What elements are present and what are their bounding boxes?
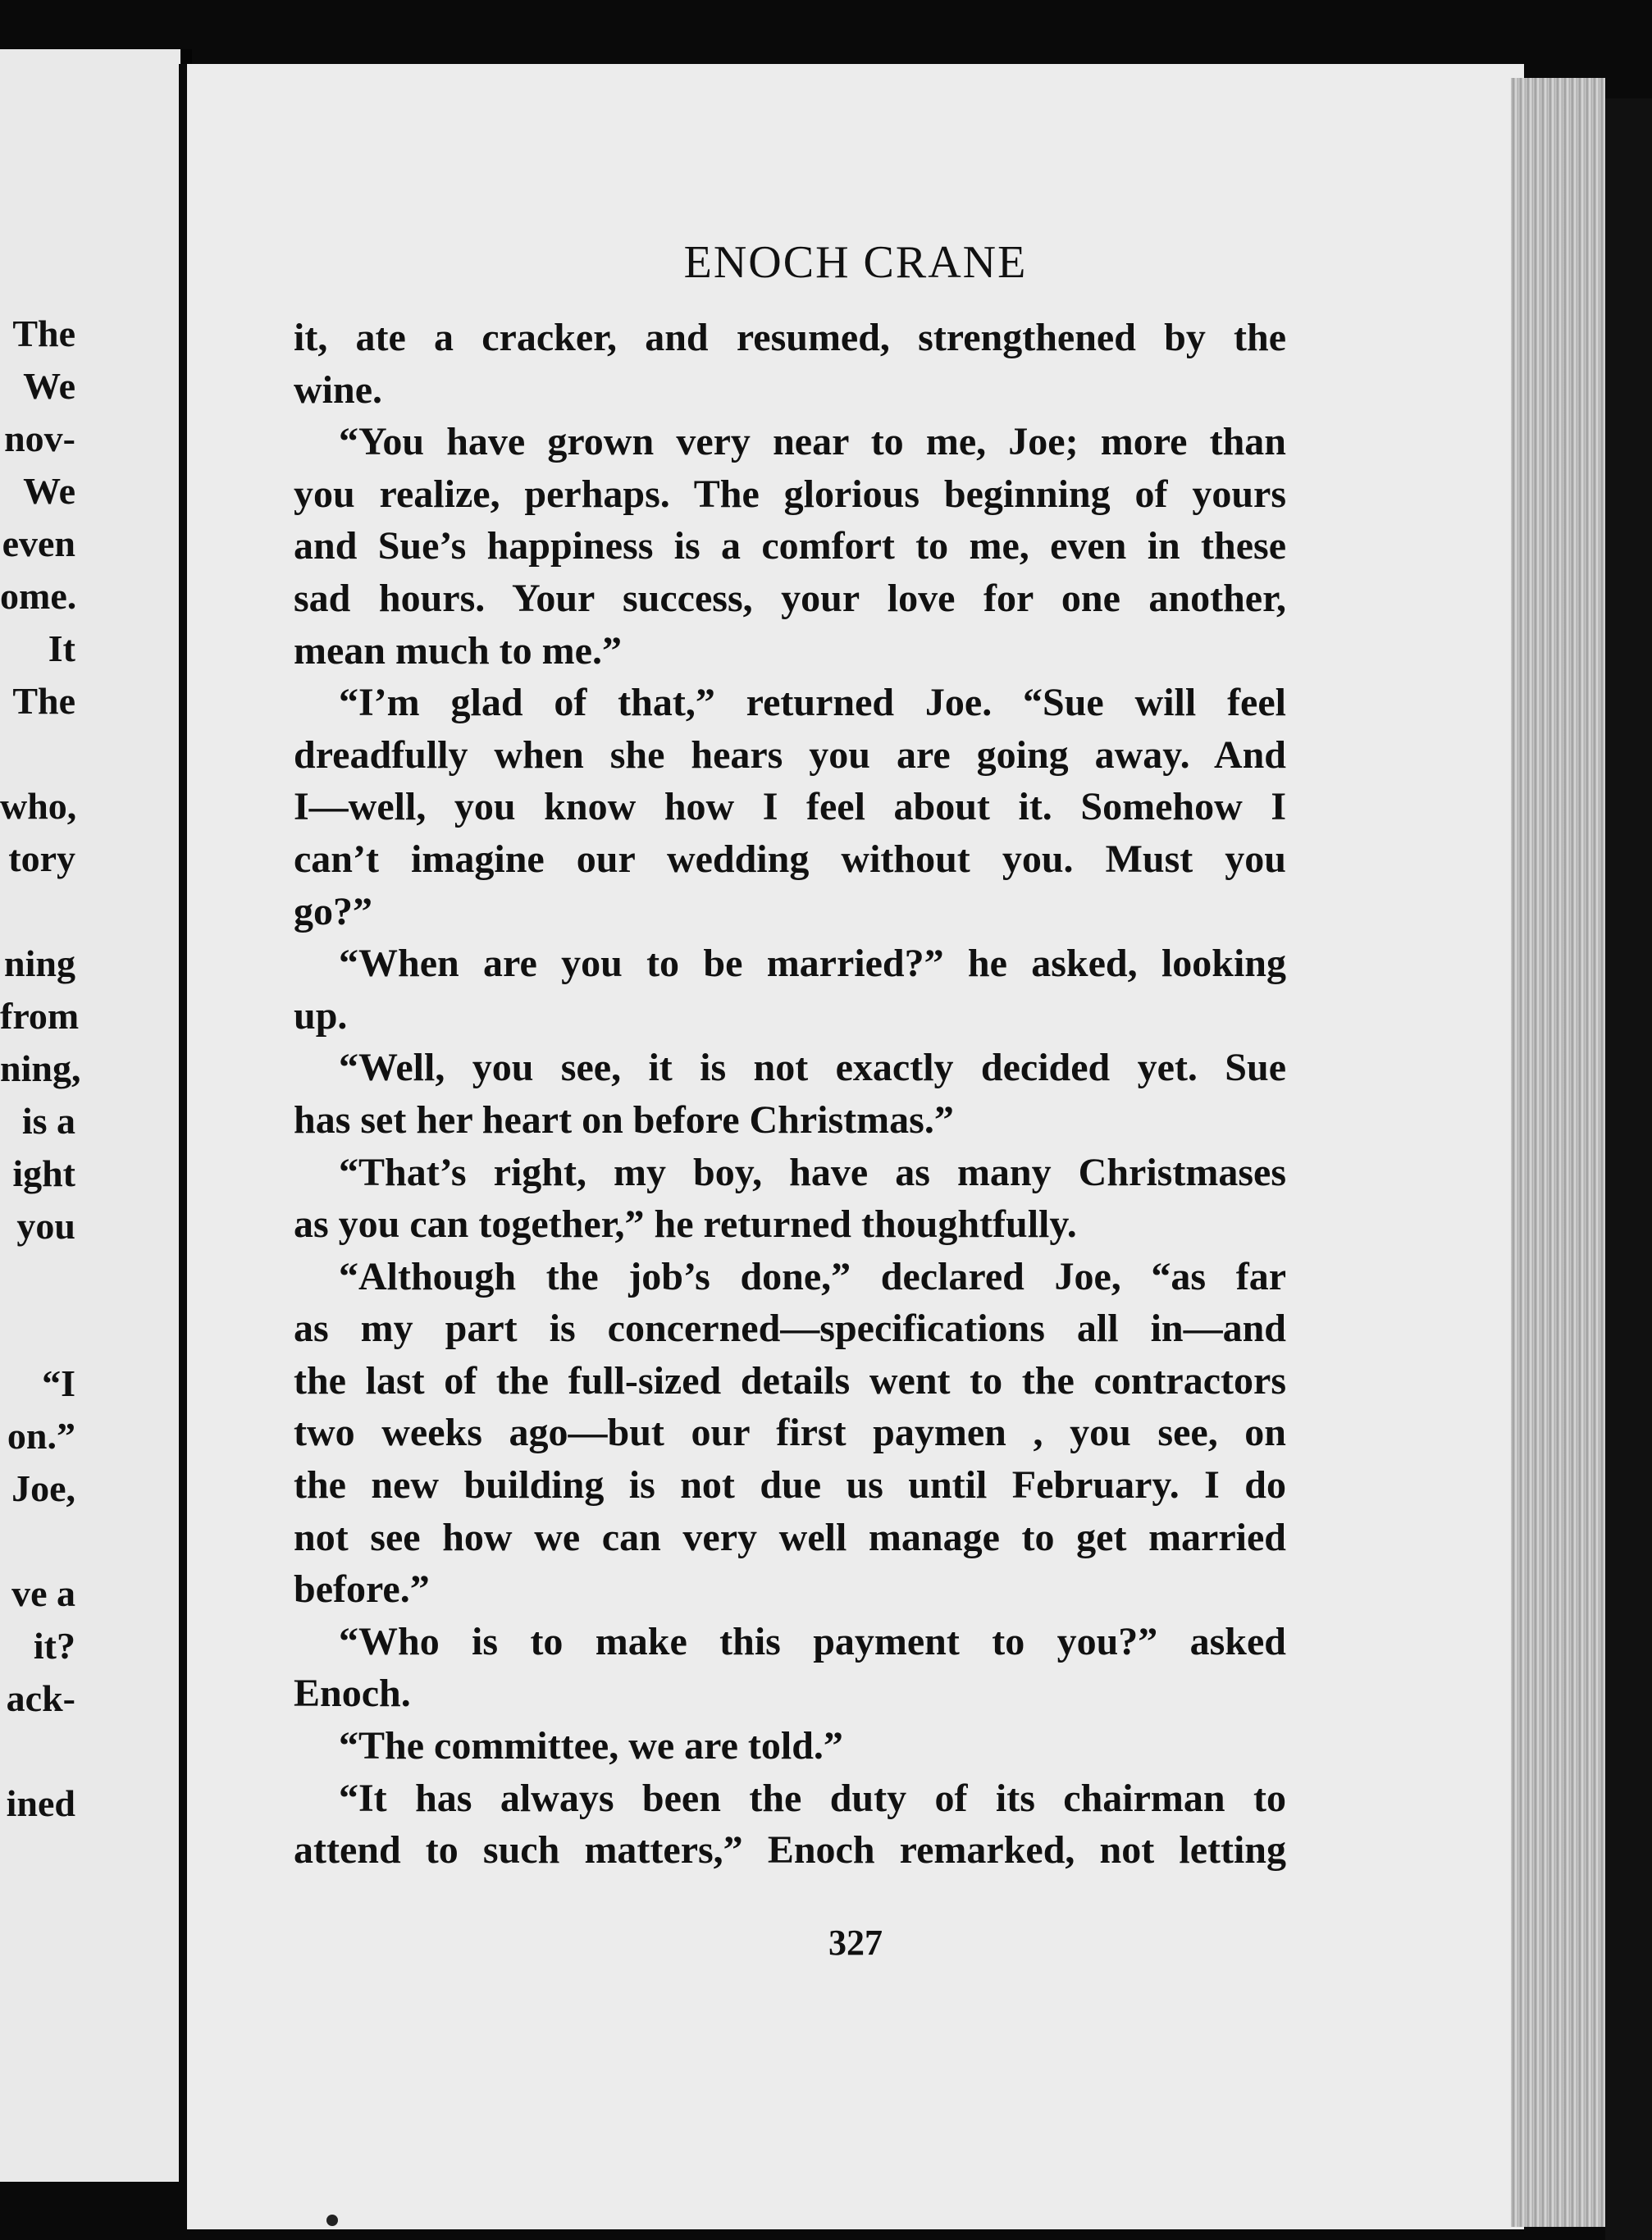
text-line: as you can together,” he returned thoughtfully. (294, 1202, 1077, 1247)
text-line: sad hours. Your success, your love for one another, (294, 576, 1286, 620)
facing-page-line: ning (4, 942, 75, 984)
text-line: “Well, you see, it is not exactly decided yet. Sue (339, 1046, 1286, 1090)
scan-speck (326, 2215, 338, 2226)
text-line: I—well, you know how I feel about it. Somehow I (294, 785, 1286, 829)
facing-page-line: tory (8, 837, 75, 879)
body-text (294, 312, 1286, 1877)
text-line: before.” (294, 1567, 430, 1612)
facing-page-line: is a (21, 1100, 75, 1142)
facing-page-line (0, 1305, 75, 1357)
text-line: attend to such matters,” Enoch remarked, not letting (294, 1828, 1286, 1873)
text-line: mean much to me.” (294, 628, 622, 673)
page-edges (1511, 78, 1605, 2227)
running-head: ENOCH CRANE (683, 237, 1028, 288)
text-line: “Although the job’s done,” declared Joe, “as far (339, 1254, 1286, 1298)
book-binding (1605, 98, 1652, 2240)
text-line: not see how we can very well manage to get married (294, 1515, 1286, 1559)
text-line: Enoch. (294, 1672, 411, 1716)
facing-page-line (0, 1725, 75, 1777)
text-line: you realize, perhaps. The glorious beginning of yours (294, 472, 1286, 516)
facing-page-line: ight (12, 1152, 75, 1194)
text-line: it, ate a cracker, and resumed, strengthened by the (294, 316, 1286, 359)
facing-page-line: on.” (7, 1415, 75, 1457)
facing-page-line: We (23, 470, 75, 512)
facing-page-line: even (2, 522, 75, 564)
text-line: can’t imagine our wedding without you. Must you (294, 837, 1286, 881)
text-line: up. (294, 993, 348, 1038)
text-line: the last of the full-sized details went to the contractors (294, 1358, 1286, 1403)
facing-page-text (0, 308, 81, 1830)
text-line: “I’m glad of that,” returned Joe. “Sue will feel (339, 681, 1286, 725)
facing-page-line: from (0, 995, 80, 1037)
facing-page-line (0, 728, 75, 780)
text-line: and Sue’s happiness is a comfort to me, even in these (294, 524, 1286, 568)
text-line: dreadfully when she hears you are going away. And (294, 732, 1286, 777)
facing-page-line: ve a (11, 1572, 75, 1614)
facing-page-line: The (12, 680, 75, 722)
facing-page-line: ning, (0, 1047, 81, 1089)
page-number: 327 (828, 1923, 883, 1963)
facing-page-line: who, (0, 785, 77, 827)
text-line: “That’s right, my boy, have as many Christmases (339, 1150, 1286, 1194)
text-line: wine. (294, 367, 382, 412)
text-line: “The committee, we are told.” (339, 1724, 843, 1768)
text-line: “It has always been the duty of its chairman to (339, 1776, 1286, 1820)
facing-page-line: “I (42, 1362, 75, 1404)
facing-page-line: The (12, 313, 75, 354)
facing-page-line: it? (33, 1625, 75, 1667)
text-line: “Who is to make this payment to you?” asked (339, 1619, 1286, 1663)
facing-page-line: We (23, 365, 75, 407)
text-line: the new building is not due us until February. I do (294, 1463, 1286, 1508)
text-line: has set her heart on before Christmas.” (294, 1097, 954, 1142)
facing-page-line: It (48, 627, 75, 669)
text-line: “You have grown very near to me, Joe; more than (339, 420, 1286, 464)
facing-page-line: ome. (0, 575, 77, 617)
facing-page-line: Joe, (11, 1467, 75, 1509)
facing-page-line (0, 885, 75, 938)
facing-page-line: nov- (4, 417, 75, 459)
facing-page-line: ined (6, 1782, 75, 1824)
text-line: “When are you to be married?” he asked, looking (339, 942, 1286, 986)
text-line: two weeks ago—but our first paymen , you see, on (294, 1411, 1286, 1455)
facing-page-line: ack- (6, 1677, 75, 1719)
facing-page-line (0, 1515, 75, 1567)
facing-page-line: you (16, 1205, 75, 1247)
book-page (179, 64, 1524, 2229)
text-line: go?” (294, 889, 372, 933)
text-line: as my part is concerned—specifications all in—and (294, 1307, 1286, 1351)
facing-page-line (0, 1252, 75, 1305)
